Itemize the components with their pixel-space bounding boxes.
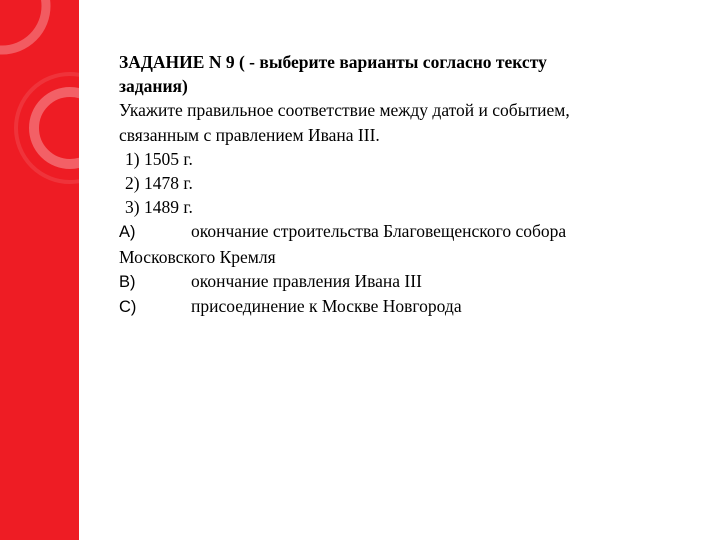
question-line-1: Укажите правильное соответствие между датой и событием,	[119, 100, 570, 121]
event-option-a-letter: A)	[119, 223, 136, 242]
task-title-line-1: ЗАДАНИЕ N 9 ( - выберите варианты согласно тексту	[119, 52, 547, 72]
event-option-a-continuation: Московского Кремля	[119, 246, 276, 267]
event-option-b	[119, 269, 679, 294]
decorative-side-band	[0, 0, 79, 540]
date-option-2: 2) 1478 г.	[125, 173, 193, 194]
event-option-b-text: окончание правления Ивана III	[191, 270, 422, 291]
event-option-c	[119, 294, 679, 319]
event-option-a	[119, 219, 679, 244]
question-line-2: связанным с правлением Ивана III.	[119, 124, 380, 145]
event-option-b-letter: B)	[119, 272, 136, 291]
task-title-line-2: задания)	[119, 76, 188, 97]
date-option-1: 1) 1505 г.	[125, 148, 193, 169]
task-content	[119, 50, 679, 319]
decorative-circles-graphic	[0, 0, 79, 540]
date-option-3: 3) 1489 г.	[125, 197, 193, 218]
event-option-a-text: окончание строительства Благовещенского собора	[191, 221, 567, 242]
event-option-c-letter: C)	[119, 298, 137, 317]
event-option-c-text: присоединение к Москве Новгорода	[191, 296, 462, 317]
